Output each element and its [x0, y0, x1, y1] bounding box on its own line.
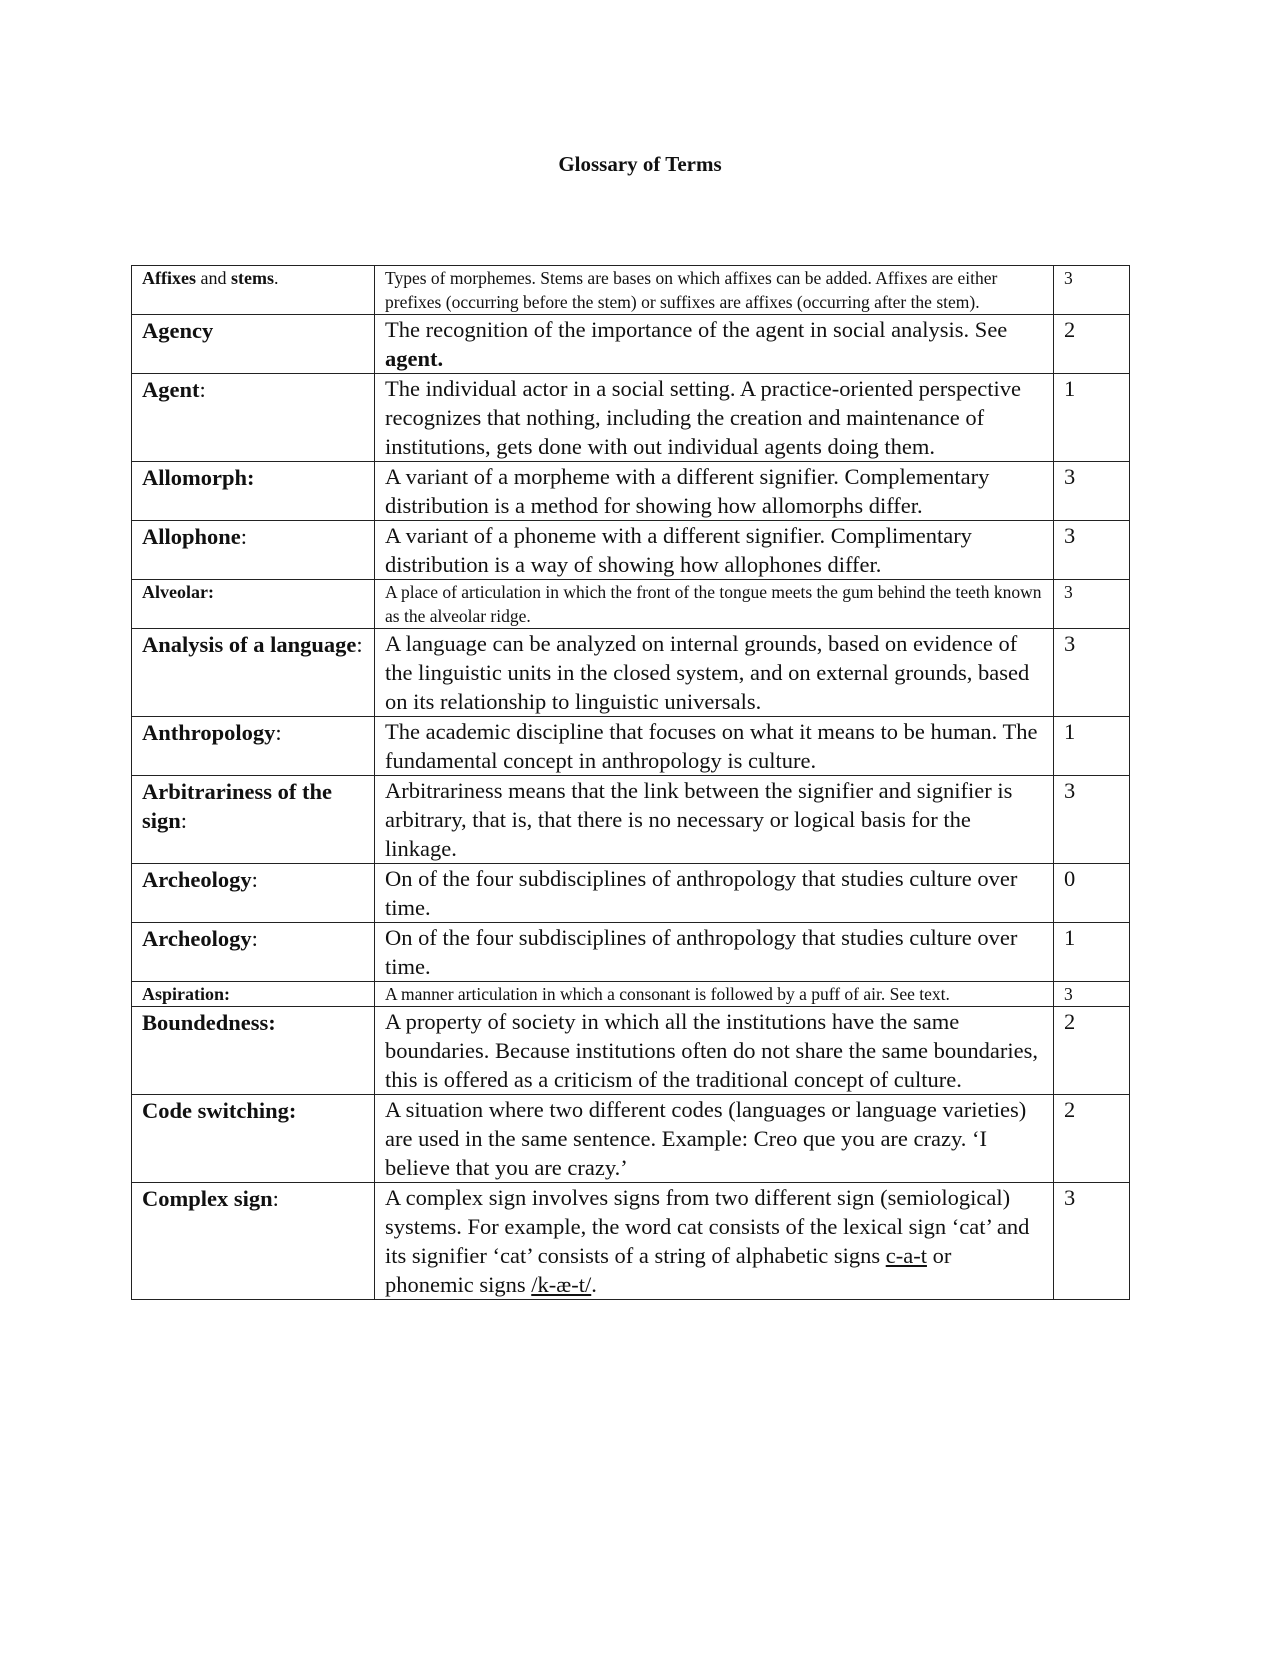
definition-end: .: [437, 346, 444, 371]
term-text: Analysis of a language: [142, 632, 357, 657]
term-text: Aspiration:: [142, 984, 231, 1004]
term-text: Boundedness:: [142, 1010, 276, 1035]
chapter-number: 2: [1054, 1095, 1130, 1183]
chapter-number: 3: [1054, 1183, 1130, 1300]
term-suffix: :: [272, 1186, 279, 1211]
term-cell: [132, 717, 375, 776]
term-text: Alveolar:: [142, 582, 214, 602]
table-row: [132, 629, 1130, 717]
table-row: [132, 982, 1130, 1007]
chapter-number: 3: [1054, 580, 1130, 629]
definition-cell: [375, 315, 1054, 374]
chapter-number: 3: [1054, 266, 1130, 315]
table-row: [132, 580, 1130, 629]
table-row: [132, 776, 1130, 864]
definition-cell: Arbitrariness means that the link between the signifier and signifier is arbitrary, that is, that there is no necessary or logical basis for the linkage.: [375, 776, 1054, 864]
definition-cell: On of the four subdisciplines of anthropology that studies culture over time.: [375, 923, 1054, 982]
term-text: Affixes: [142, 268, 196, 288]
term-text: Arbitrariness of the sign: [142, 779, 332, 833]
term-suffix: :: [199, 377, 206, 402]
term-cell: [132, 374, 375, 462]
table-row: [132, 266, 1130, 315]
table-row: [132, 1183, 1130, 1300]
definition-text: The recognition of the importance of the agent in social analysis. See: [385, 317, 1008, 342]
chapter-number: 1: [1054, 717, 1130, 776]
table-row: [132, 462, 1130, 521]
definition-end: .: [591, 1272, 597, 1297]
chapter-number: 3: [1054, 629, 1130, 717]
term-text: Agent: [142, 377, 200, 402]
chapter-number: 3: [1054, 982, 1130, 1007]
cross-reference: agent: [385, 346, 438, 371]
term-text: Anthropology: [142, 720, 276, 745]
term-cell: [132, 266, 375, 315]
chapter-number: 1: [1054, 923, 1130, 982]
term-connector: and: [195, 268, 231, 288]
definition-cell: A property of society in which all the institutions have the same boundaries. Because institutions often do not share the same boundaries, this is offered as a criticism of the traditional concept of culture.: [375, 1007, 1054, 1095]
term-cell: [132, 462, 375, 521]
term-cell: [132, 1183, 375, 1300]
term-cell: [132, 1007, 375, 1095]
term-suffix: :: [251, 926, 258, 951]
term-cell: [132, 1095, 375, 1183]
underlined-example: c-a-t: [885, 1243, 927, 1268]
definition-cell: A language can be analyzed on internal grounds, based on evidence of the linguistic units in the closed system, and on external grounds, based on its relationship to linguistic universals.: [375, 629, 1054, 717]
chapter-number: 1: [1054, 374, 1130, 462]
term-cell: [132, 521, 375, 580]
table-row: [132, 521, 1130, 580]
definition-cell: A variant of a phoneme with a different signifier. Complimentary distribution is a way of showing how allophones differ.: [375, 521, 1054, 580]
term-cell: [132, 864, 375, 923]
term-text-2: stems: [230, 268, 274, 288]
chapter-number: 0: [1054, 864, 1130, 923]
definition-cell: The academic discipline that focuses on what it means to be human. The fundamental concept in anthropology is culture.: [375, 717, 1054, 776]
definition-cell: A place of articulation in which the front of the tongue meets the gum behind the teeth known as the alveolar ridge.: [375, 580, 1054, 629]
term-cell: [132, 315, 375, 374]
term-text: Allophone: [142, 524, 241, 549]
term-text: Complex sign: [142, 1186, 273, 1211]
term-cell: [132, 923, 375, 982]
term-suffix: :: [180, 808, 188, 833]
table-row: [132, 315, 1130, 374]
definition-text: A complex sign involves signs from two different sign (semiological) systems. For example, the word cat consists of the lexical sign ‘cat’ and its signifier ‘cat’ consists of a string of alphabetic signs: [385, 1185, 1030, 1268]
underlined-example-2: /k-æ-t/: [531, 1272, 592, 1297]
term-text: Archeology: [142, 867, 252, 892]
definition-cell: A situation where two different codes (languages or language varieties) are used in the same sentence. Example: Creo que you are crazy. ‘I believe that you are crazy.’: [375, 1095, 1054, 1183]
chapter-number: 3: [1054, 462, 1130, 521]
table-row: [132, 1095, 1130, 1183]
term-cell: [132, 982, 375, 1007]
chapter-number: 2: [1054, 315, 1130, 374]
definition-cell: A manner articulation in which a consonant is followed by a puff of air. See text.: [375, 982, 1054, 1007]
term-cell: [132, 580, 375, 629]
term-text: Agency: [142, 318, 214, 343]
table-row: [132, 374, 1130, 462]
term-suffix: :: [251, 867, 258, 892]
chapter-number: 2: [1054, 1007, 1130, 1095]
term-text: Archeology: [142, 926, 252, 951]
chapter-number: 3: [1054, 521, 1130, 580]
table-row: [132, 717, 1130, 776]
term-suffix: :: [275, 720, 282, 745]
table-row: [132, 864, 1130, 923]
chapter-number: 3: [1054, 776, 1130, 864]
definition-cell: [375, 1183, 1054, 1300]
table-row: [132, 1007, 1130, 1095]
definition-cell: On of the four subdisciplines of anthropology that studies culture over time.: [375, 864, 1054, 923]
definition-cell: Types of morphemes. Stems are bases on which affixes can be added. Affixes are either prefixes (occurring before the stem) or suffixes are affixes (occurring after the stem).: [375, 266, 1054, 315]
term-cell: [132, 776, 375, 864]
definition-text-mid: or phonemic signs: [385, 1243, 952, 1297]
term-text: Code switching:: [142, 1098, 297, 1123]
term-text: Allomorph:: [142, 465, 255, 490]
term-suffix: .: [273, 268, 279, 288]
term-suffix: :: [240, 524, 248, 549]
page-title: Glossary of Terms: [558, 152, 722, 176]
term-cell: [132, 629, 375, 717]
term-suffix: :: [356, 632, 363, 657]
definition-cell: A variant of a morpheme with a different signifier. Complementary distribution is a method for showing how allomorphs differ.: [375, 462, 1054, 521]
table-row: [132, 923, 1130, 982]
glossary-table: [131, 265, 1130, 1300]
definition-cell: The individual actor in a social setting. A practice-oriented perspective recognizes that nothing, including the creation and maintenance of institutions, gets done with out individual agents doing them.: [375, 374, 1054, 462]
